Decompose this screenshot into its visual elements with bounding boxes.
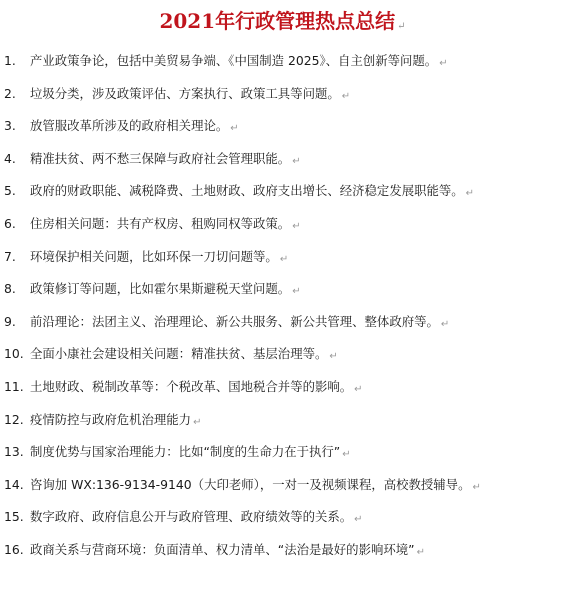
item-text: 咨询加 WX:136-9134-9140（大印老师），一对一及视频课程，高校教授辅导。 [30, 476, 471, 492]
paragraph-mark-icon: ↵ [230, 123, 239, 135]
list-item [0, 46, 565, 79]
item-text-line [30, 209, 301, 242]
paragraph-mark-icon: ↵ [292, 155, 301, 167]
item-number: 8. [4, 281, 16, 297]
item-number: 6. [4, 215, 16, 231]
document-title: 2021年行政管理热点总结 [159, 9, 396, 33]
item-text-line [30, 242, 288, 275]
list-item [0, 405, 565, 438]
paragraph-mark-icon: ↵ [193, 416, 202, 428]
item-number: 7. [4, 248, 16, 264]
topic-list [0, 46, 565, 568]
item-text: 垃圾分类，涉及政策评估、方案执行、政策工具等问题。 [30, 85, 340, 101]
item-number: 1. [4, 53, 16, 68]
list-item [0, 372, 565, 405]
item-text-line [30, 274, 301, 307]
item-text: 制度优势与国家治理能力：比如“制度的生命力在于执行” [30, 444, 341, 460]
item-number: 14. [4, 476, 24, 492]
item-number: 4. [4, 150, 16, 166]
item-number: 16. [4, 541, 24, 557]
list-item [0, 79, 565, 112]
document-title-line [0, 8, 565, 40]
paragraph-mark-icon: ↵ [439, 58, 448, 69]
list-item [0, 437, 565, 470]
item-text: 精准扶贫、两不愁三保障与政府社会管理职能。 [30, 150, 291, 166]
item-text-line [30, 176, 474, 209]
item-text: 环境保护相关问题，比如环保一刀切问题等。 [30, 248, 278, 264]
list-item [0, 144, 565, 177]
list-item [0, 470, 565, 503]
item-text: 疫情防控与政府危机治理能力 [30, 411, 192, 427]
paragraph-mark-icon: ↵ [440, 318, 450, 330]
item-text-line [30, 470, 481, 503]
paragraph-mark-icon: ↵ [472, 481, 481, 493]
paragraph-mark-icon: ↵ [341, 90, 351, 102]
item-text: 政府的财政职能、减税降费、土地财政、政府支出增长、经济稳定发展职能等。 [30, 183, 464, 199]
list-item [0, 274, 565, 307]
paragraph-mark-icon: ↵ [279, 253, 289, 265]
item-text-line [30, 405, 201, 438]
item-text-line [30, 437, 351, 470]
paragraph-mark-icon: ↵ [329, 351, 338, 363]
item-text: 住房相关问题：共有产权房、租购同权等政策。 [30, 215, 291, 231]
item-text-line [30, 372, 363, 405]
item-number: 15. [4, 509, 24, 525]
item-text: 政策修订等问题，比如霍尔果斯避税天堂问题。 [30, 281, 291, 297]
list-item [0, 307, 565, 340]
item-text: 产业政策争论，包括中美贸易争端、《中国制造 2025》、自主创新等问题。 [30, 53, 438, 68]
item-number: 2. [4, 85, 16, 101]
list-item [0, 111, 565, 144]
paragraph-mark-icon: ↵ [292, 220, 301, 232]
paragraph-mark-icon: ↵ [354, 514, 363, 526]
paragraph-mark-icon: ↵ [354, 383, 363, 395]
item-text-line [30, 339, 338, 372]
item-text: 前沿理论：法团主义、治理理论、新公共服务、新公共管理、整体政府等。 [30, 313, 439, 329]
paragraph-mark-icon: ↵ [416, 546, 425, 558]
list-item [0, 502, 565, 535]
item-text-line [30, 46, 448, 79]
item-text-line [30, 535, 425, 568]
item-text: 放管服改革所涉及的政府相关理论。 [30, 118, 229, 134]
item-text: 政商关系与营商环境：负面清单、权力清单、“法治是最好的影响环境” [30, 541, 415, 557]
item-text-line [30, 144, 301, 177]
paragraph-mark-icon: ↵ [397, 21, 406, 32]
list-item [0, 209, 565, 242]
item-text-line [30, 79, 350, 112]
item-text-line [30, 307, 449, 340]
list-item [0, 339, 565, 372]
paragraph-mark-icon: ↵ [465, 188, 475, 200]
item-number: 11. [4, 378, 24, 394]
list-item [0, 176, 565, 209]
item-text-line [30, 502, 363, 535]
paragraph-mark-icon: ↵ [342, 449, 351, 461]
item-number: 12. [4, 411, 24, 427]
item-text-line [30, 111, 239, 144]
item-number: 5. [4, 183, 16, 199]
list-item [0, 535, 565, 568]
item-text: 土地财政、税制改革等：个税改革、国地税合并等的影响。 [30, 378, 353, 394]
item-number: 3. [4, 118, 16, 134]
item-text: 数字政府、政府信息公开与政府管理、政府绩效等的关系。 [30, 509, 353, 525]
item-number: 9. [4, 313, 16, 329]
item-number: 10. [4, 346, 24, 362]
item-number: 13. [4, 444, 24, 460]
paragraph-mark-icon: ↵ [292, 286, 301, 298]
item-text: 全面小康社会建设相关问题：精准扶贫、基层治理等。 [30, 346, 328, 362]
list-item [0, 242, 565, 275]
